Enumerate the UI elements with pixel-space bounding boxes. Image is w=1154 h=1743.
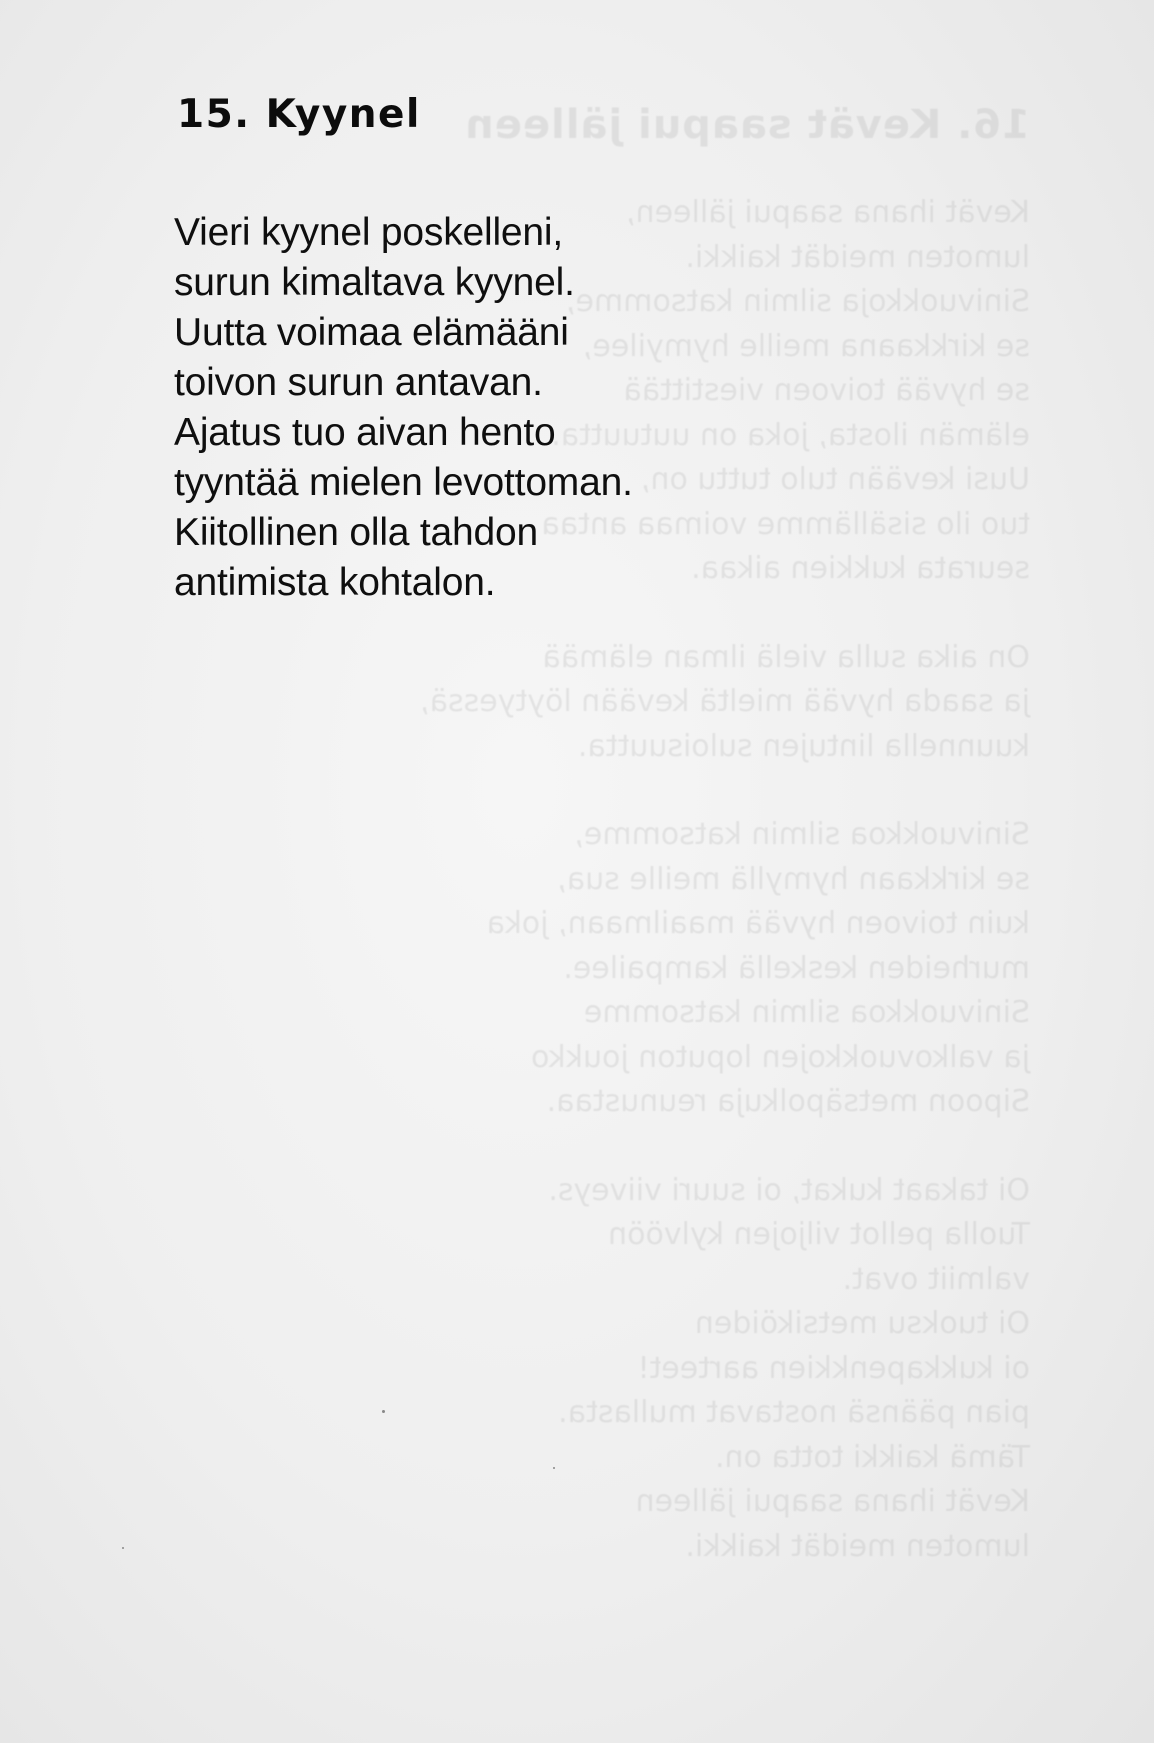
paper-speck [553,1467,555,1469]
bleed-through-stanza [330,1169,1030,1570]
bleed-line: kuunnella lintujen suloisuutta. [577,728,1030,764]
bleed-line: murheiden keskellä kampailee. [563,950,1030,986]
bleed-line: se kirkkaana meille hymyilee, [582,328,1030,364]
bleed-line: tuo ilo sisällämme voimaa antaa [541,506,1030,542]
bleed-line: pian päänsä nostavat mullasta. [558,1395,1030,1430]
paper-speck [122,1547,124,1549]
bleed-line: seurata kukkien aikaa. [691,551,1030,586]
poem-body [174,208,734,608]
bleed-line: ja valkovuokkojen loputon joukko [530,1039,1030,1075]
bleed-line: lumoten meidät kaikki. [685,239,1030,275]
bleed-line: Tämä kaikki totta on. [715,1439,1030,1475]
bleed-line: Sinivuokkoja silmin katsomme, [566,284,1030,319]
paper-speck [382,1410,385,1413]
bleed-line: Oi tuoksu metsiköiden [694,1306,1030,1341]
poem-line: tyyntää mielen levottoman. [174,461,633,504]
bleed-line: se kirkkaan hymyllä meille sua, [557,861,1030,897]
poem-line: surun kimaltava kyynel. [174,261,575,304]
poem-line: Ajatus tuo aivan hento [174,411,556,454]
poem-line: antimista kohtalon. [174,561,496,604]
bleed-line: valmiit ovat. [842,1261,1030,1297]
poem-line: Uutta voimaa elämääni [174,311,569,354]
poem-line: Vieri kyynel poskelleni, [174,211,564,254]
bleed-line: lumoten meidät kaikki. [685,1528,1030,1564]
bleed-line: Sinivuokkoa silmin katsomme, [574,817,1030,852]
poem-line: Kiitollinen olla tahdon [174,511,538,554]
bleed-line: Sinivuokkoa silmin katsomme [583,995,1030,1030]
bleed-line: Uusi kevään tulo tuttu on, [640,462,1030,497]
bleed-line: Sipoon metsäpolkuja reunustaa. [546,1084,1030,1119]
poem-line: toivon surun antavan. [174,361,543,404]
bleed-line: se hyvää toivoen viestittää [623,373,1030,408]
bleed-line: Kevät ihana saapui jälleen [635,1484,1030,1519]
poem-title: 15. Kyynel [177,92,421,137]
bleed-through-stanza [330,636,1030,770]
bleed-line: On aika sulla vielä ilman elämää [542,639,1030,675]
bleed-through-stanza [330,813,1030,1125]
bleed-line: Oi takaat kukat, oi suuri viiveys. [548,1172,1030,1208]
bleed-line: ja saada hyvää mieltä kevään löytyessä, [420,684,1030,719]
bleed-line: Kevät ihana saapui jälleen, [626,195,1030,230]
bleed-line: elämän ilosta, joka on uutuutta. [551,417,1030,453]
bleed-line: Tuolla pellot viljojen kylvöön [608,1217,1030,1252]
bleed-line: oi kukkapenkkien aarteet! [637,1350,1030,1386]
bleed-through-title: 16. Kevät saapui jälleen [464,102,1030,148]
bleed-line: kuin toivoen hyvää maailmaan, joka [486,906,1030,941]
